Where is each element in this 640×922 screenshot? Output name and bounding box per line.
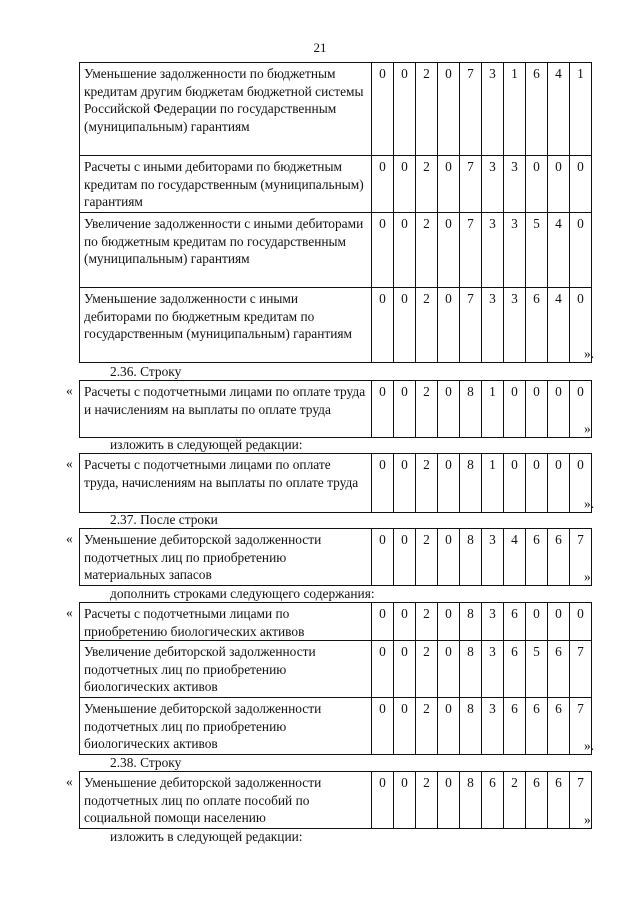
code-digit: 2 <box>416 288 438 363</box>
code-digit: 6 <box>526 288 548 363</box>
code-digit: 0 <box>438 213 460 288</box>
code-digit: 0 <box>570 603 592 641</box>
code-digit: 3 <box>482 698 504 755</box>
code-digit: 6 <box>548 698 570 755</box>
code-digit: 0 <box>570 288 592 363</box>
code-digit: 3 <box>482 63 504 156</box>
code-digit: 8 <box>460 641 482 698</box>
code-digit: 3 <box>482 213 504 288</box>
code-digit: 0 <box>526 603 548 641</box>
code-digit: 0 <box>548 603 570 641</box>
row-name: Увеличение дебиторской задолженности подотчетных лиц по приобретению биологических активов <box>80 641 372 698</box>
paragraph-text: 2.36. Строку <box>110 364 182 379</box>
code-digit: 6 <box>526 772 548 829</box>
code-table <box>79 771 592 829</box>
code-digit: 5 <box>526 641 548 698</box>
code-digit: 0 <box>438 529 460 586</box>
code-table <box>79 62 595 363</box>
code-digit: 0 <box>394 63 416 156</box>
code-digit: 7 <box>460 213 482 288</box>
code-digit: 0 <box>394 381 416 438</box>
code-digit: 0 <box>372 603 394 641</box>
code-digit: 6 <box>504 641 526 698</box>
code-digit: 0 <box>394 772 416 829</box>
code-digit: 0 <box>394 156 416 213</box>
paragraph-text: изложить в следующей редакции: <box>110 829 303 844</box>
code-digit: 0 <box>372 63 394 156</box>
code-digit: 3 <box>504 288 526 363</box>
code-digit: 0 <box>372 698 394 755</box>
code-digit: 3 <box>504 156 526 213</box>
table-row <box>80 63 592 156</box>
code-digit: 7 <box>570 772 592 829</box>
code-digit: 0 <box>438 641 460 698</box>
code-digit: 2 <box>416 698 438 755</box>
row-name: Уменьшение дебиторской задолженности подотчетных лиц по оплате пособий по социальной помощи населению <box>80 772 372 829</box>
code-digit: 0 <box>394 529 416 586</box>
row-name: Уменьшение задолженности с иными дебиторами по бюджетным кредитам по государственным (муниципальным) гарантиям <box>80 288 372 363</box>
code-digit: 0 <box>372 288 394 363</box>
code-digit: 0 <box>394 641 416 698</box>
paragraph-text: дополнить строками следующего содержания: <box>110 586 375 601</box>
code-digit: 3 <box>482 529 504 586</box>
code-digit: 0 <box>438 772 460 829</box>
code-digit: 0 <box>504 454 526 513</box>
table-row <box>80 454 592 513</box>
code-digit: 0 <box>372 641 394 698</box>
open-quote: « <box>66 456 73 471</box>
code-digit: 0 <box>504 381 526 438</box>
code-digit: 0 <box>438 603 460 641</box>
code-digit: 0 <box>372 381 394 438</box>
row-name: Расчеты с подотчетными лицами по оплате труда и начислениям на выплаты по оплате труда <box>80 381 372 438</box>
code-digit: 0 <box>394 698 416 755</box>
code-digit: 6 <box>526 529 548 586</box>
code-digit: 0 <box>570 381 592 438</box>
table-row <box>80 213 592 288</box>
open-quote: « <box>66 605 73 620</box>
code-digit: 4 <box>548 288 570 363</box>
code-digit: 0 <box>438 698 460 755</box>
code-digit: 7 <box>460 63 482 156</box>
code-digit: 0 <box>438 381 460 438</box>
open-quote: « <box>66 774 73 789</box>
code-digit: 7 <box>570 529 592 586</box>
code-digit: 0 <box>372 156 394 213</box>
code-digit: 0 <box>548 381 570 438</box>
table-row <box>80 603 592 641</box>
code-digit: 0 <box>570 156 592 213</box>
code-digit: 2 <box>416 603 438 641</box>
close-quote: » <box>584 569 591 584</box>
table-row <box>80 641 592 698</box>
code-digit: 7 <box>570 698 592 755</box>
paragraph-text: изложить в следующей редакции: <box>110 437 303 452</box>
row-name: Расчеты с иными дебиторами по бюджетным кредитам по государственным (муниципальным) гарантиям <box>80 156 372 213</box>
code-digit: 3 <box>504 213 526 288</box>
code-table <box>79 528 592 586</box>
code-digit: 1 <box>504 63 526 156</box>
table-row <box>80 288 592 363</box>
code-digit: 2 <box>416 529 438 586</box>
code-digit: 2 <box>416 454 438 513</box>
code-digit: 0 <box>526 381 548 438</box>
code-digit: 0 <box>526 454 548 513</box>
table-row <box>80 529 592 586</box>
code-digit: 1 <box>482 381 504 438</box>
code-digit: 7 <box>570 641 592 698</box>
table-row <box>80 156 592 213</box>
code-digit: 2 <box>416 772 438 829</box>
code-digit: 0 <box>438 454 460 513</box>
code-digit: 4 <box>548 63 570 156</box>
code-digit: 8 <box>460 698 482 755</box>
open-quote: « <box>66 531 73 546</box>
code-digit: 2 <box>416 156 438 213</box>
row-name: Уменьшение задолженности по бюджетным кредитам другим бюджетам бюджетной системы Российской Федерации по государственным (муниципальным) гарантиям <box>80 63 372 156</box>
row-name: Уменьшение дебиторской задолженности подотчетных лиц по приобретению материальных запасов <box>80 529 372 586</box>
code-digit: 1 <box>570 63 592 156</box>
close-quote: » <box>584 812 591 827</box>
code-digit: 6 <box>526 63 548 156</box>
code-digit: 0 <box>372 529 394 586</box>
code-digit: 1 <box>482 454 504 513</box>
code-digit: 6 <box>504 698 526 755</box>
row-name: Увеличение задолженности с иными дебиторами по бюджетным кредитам по государственным (муниципальным) гарантиям <box>80 213 372 288</box>
close-quote: ». <box>584 496 595 511</box>
code-digit: 7 <box>460 288 482 363</box>
code-digit: 2 <box>416 641 438 698</box>
code-digit: 0 <box>526 156 548 213</box>
code-digit: 4 <box>504 529 526 586</box>
code-digit: 0 <box>372 454 394 513</box>
page-number: 21 <box>313 40 327 55</box>
code-digit: 6 <box>548 529 570 586</box>
code-table <box>79 453 595 513</box>
code-table <box>79 602 595 755</box>
code-digit: 0 <box>394 454 416 513</box>
code-table <box>79 380 592 438</box>
code-digit: 8 <box>460 603 482 641</box>
code-digit: 0 <box>438 156 460 213</box>
code-digit: 0 <box>394 288 416 363</box>
code-digit: 0 <box>394 213 416 288</box>
code-digit: 6 <box>548 641 570 698</box>
code-digit: 6 <box>548 772 570 829</box>
code-digit: 0 <box>372 772 394 829</box>
table-row <box>80 381 592 438</box>
code-digit: 2 <box>416 63 438 156</box>
close-quote: » <box>584 421 591 436</box>
code-digit: 7 <box>460 156 482 213</box>
row-name: Расчеты с подотчетными лицами по приобретению биологических активов <box>80 603 372 641</box>
code-digit: 2 <box>504 772 526 829</box>
code-digit: 3 <box>482 288 504 363</box>
code-digit: 8 <box>460 772 482 829</box>
code-digit: 2 <box>416 381 438 438</box>
code-digit: 6 <box>504 603 526 641</box>
code-digit: 8 <box>460 381 482 438</box>
code-digit: 3 <box>482 603 504 641</box>
table-row <box>80 772 592 829</box>
code-digit: 0 <box>548 454 570 513</box>
code-digit: 4 <box>548 213 570 288</box>
code-digit: 8 <box>460 529 482 586</box>
code-digit: 0 <box>394 603 416 641</box>
code-digit: 6 <box>482 772 504 829</box>
code-digit: 3 <box>482 641 504 698</box>
code-digit: 0 <box>372 213 394 288</box>
code-digit: 8 <box>460 454 482 513</box>
code-digit: 5 <box>526 213 548 288</box>
paragraph-text: 2.38. Строку <box>110 755 182 770</box>
table-row <box>80 698 592 755</box>
code-digit: 3 <box>482 156 504 213</box>
code-digit: 0 <box>548 156 570 213</box>
close-quote: ». <box>584 346 595 361</box>
paragraph-text: 2.37. После строки <box>110 512 218 527</box>
code-digit: 2 <box>416 213 438 288</box>
open-quote: « <box>66 383 73 398</box>
code-digit: 0 <box>438 63 460 156</box>
close-quote: ». <box>584 738 595 753</box>
code-digit: 0 <box>570 213 592 288</box>
code-digit: 0 <box>570 454 592 513</box>
row-name: Расчеты с подотчетными лицами по оплате труда, начислениям на выплаты по оплате труда <box>80 454 372 513</box>
row-name: Уменьшение дебиторской задолженности подотчетных лиц по приобретению биологических активов <box>80 698 372 755</box>
code-digit: 6 <box>526 698 548 755</box>
code-digit: 0 <box>438 288 460 363</box>
